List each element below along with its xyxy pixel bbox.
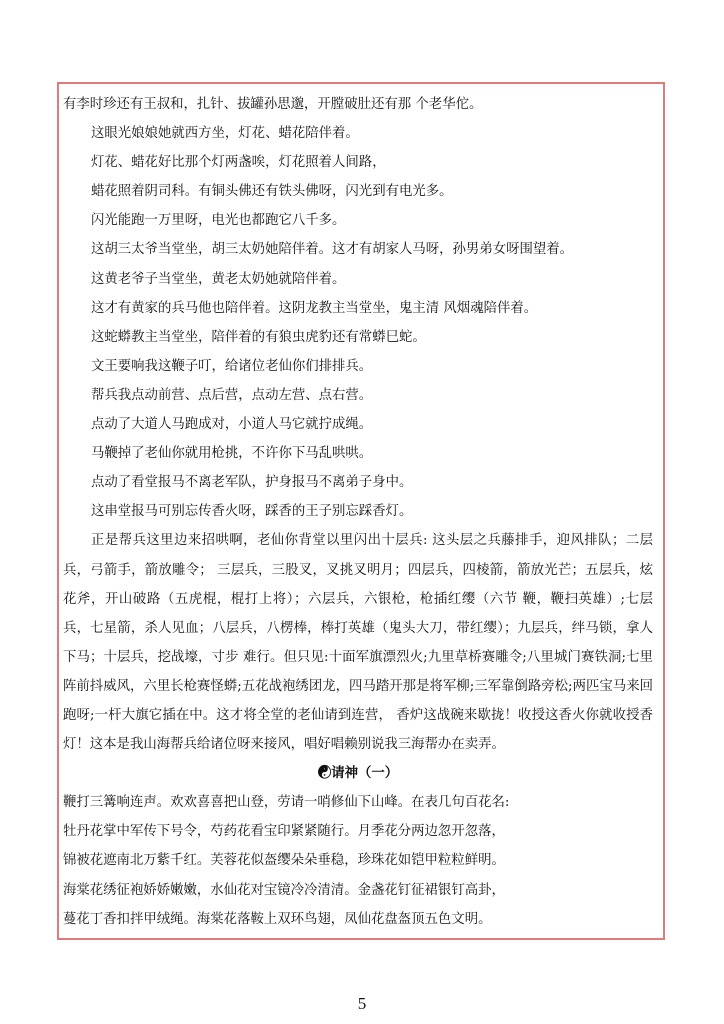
text-line: 有李时珍还有王叔和，扎针、拔罐孙思邈，开膛破肚还有那 个老华佗。 (63, 97, 483, 112)
text-line: 闪光能跑一万里呀，电光也都跑它八千多。 (91, 213, 346, 229)
flower-verses (63, 788, 653, 933)
text-line: 这串堂报马可别忘传香火呀，踩香的王子别忘踩香灯。 (91, 504, 413, 520)
verse-line: 锦被花遮南北万紫千红。芙蓉花似盔缨朵朵垂稳，珍珠花如铠甲粒粒鲜明。 (63, 853, 505, 869)
verse-line: 蔓花丁香扣拌甲绒绳。海棠花落鞍上双环鸟翅，凤仙花盘盔顶五色文明。 (63, 911, 492, 927)
text-frame (57, 82, 665, 940)
text-line: 马鞭掉了老仙你就用枪挑，不许你下马乱哄哄。 (91, 446, 373, 462)
text-line: 这黄老爷子当堂坐，黄老太奶她就陪伴着。 (91, 271, 346, 287)
text-line: 这眼光娘娘她就西方坐，灯花、蜡花陪伴着。 (91, 126, 359, 142)
body-paragraph: 正是帮兵这里边来招哄啊，老仙你背堂以里闪出十层兵: 这头层之兵藤排手，迎风排队；二层兵，弓箭手，箭放雕令； 三层兵，三股叉，叉挑叉明月；四层兵，四棱箭，箭放光芒；五层兵，炫花斧，开山破路（五虎棍，棍打上将）；六层兵，六银枪，枪插红缨（六节 鞭，鞭扫英雄）;七层兵，七星箭，杀人见血；八层兵，八楞棒，棒打英雄（鬼头大刀，带红缨）；九层兵，绊马锁，拿人下马；十层兵，挖战壕，寸步 难行。但只见:十面军旗漂烈火;九里草桥赛雕令;八里城门赛铁洞;七里阵前抖威风，六里长枪赛怪蟒;五花战袍绣团龙，四马踏开那是将军柳;三军靠倒路旁松;两匹宝马来回跑呀;一杆大旗它插在中。这才将全堂的老仙请到连营， 香炉这战碗来歇拢！收授这香火你就收授香灯！这本是我山海帮兵给诸位呀来接风，唱好唱赖别说我三海帮办在卖弄。 (63, 533, 653, 753)
verse-lines (63, 90, 653, 526)
text-line: 灯花、蜡花好比那个灯两盏唉，灯花照着人间路， (91, 155, 386, 171)
section-heading: ☯请神（一） (317, 765, 399, 782)
text-line: 点动了大道人马跑成对，小道人马它就拧成绳。 (91, 417, 373, 433)
verse-line: 牡丹花掌中军传下号令，芍药花看宝印紧紧随行。月季花分两边忽开忽落， (63, 824, 505, 840)
text-line: 蜡花照着阴司科。有铜头佛还有铁头佛呀，闪光到有电光多。 (91, 184, 453, 200)
verse-line: 海棠花绣征袍娇娇嫩嫩，水仙花对宝镜冷冷清清。金盏花钉征裙银钉高卦， (63, 882, 505, 898)
text-line: 这蛇蟒教主当堂坐，陪伴着的有狼虫虎豹还有常蟒巳蛇。 (91, 329, 426, 345)
text-line: 这胡三太爷当堂坐，胡三太奶她陪伴着。这才有胡家人马呀，孙男弟女呀围望着。 (91, 242, 574, 258)
text-line: 帮兵我点动前营、点后营，点动左营、点右营。 (91, 387, 373, 403)
text-line: 点动了看堂报马不离老军队，护身报马不离弟子身中。 (91, 475, 413, 491)
text-line: 文王要响我这鞭子叮，给诸位老仙你们排排兵。 (91, 358, 373, 374)
verse-line: 鞭打三篝响连声。欢欢喜喜把山登，劳请一哨修仙下山峰。在表几句百花名: (63, 795, 510, 811)
text-line: 这才有黄家的兵马他也陪伴着。这阴龙教主当堂坐，鬼主清 风烟魂陪伴着。 (91, 300, 538, 316)
page-number: 5 (357, 994, 367, 1013)
